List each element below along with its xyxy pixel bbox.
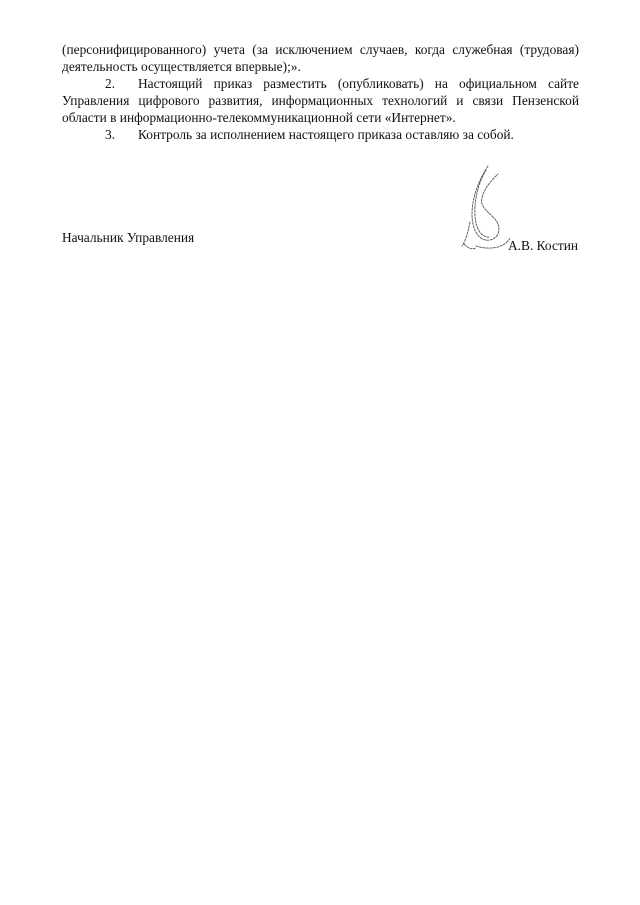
paragraph-text: Контроль за исполнением настоящего приказа оставляю за собой. <box>138 127 514 142</box>
signer-name: А.В. Костин <box>508 238 579 253</box>
paragraph-number: 3. <box>105 127 116 142</box>
document-body <box>62 41 579 143</box>
continuation-paragraph: (персонифицированного) учета (за исключением случаев, когда служебная (трудовая) деятельность осуществляется впервые);». <box>62 42 579 74</box>
paragraph-text: Настоящий приказ разместить (опубликовать) на официальном сайте Управления цифрового развития, информационных технологий и связи Пензенской области в информационно-телекоммуникационной сети «Интернет». <box>62 76 579 125</box>
numbered-paragraph-2 <box>62 75 579 126</box>
numbered-paragraph-3 <box>62 126 579 143</box>
signer-position-title: Начальник Управления <box>62 230 195 245</box>
paragraph-number: 2. <box>105 76 116 91</box>
